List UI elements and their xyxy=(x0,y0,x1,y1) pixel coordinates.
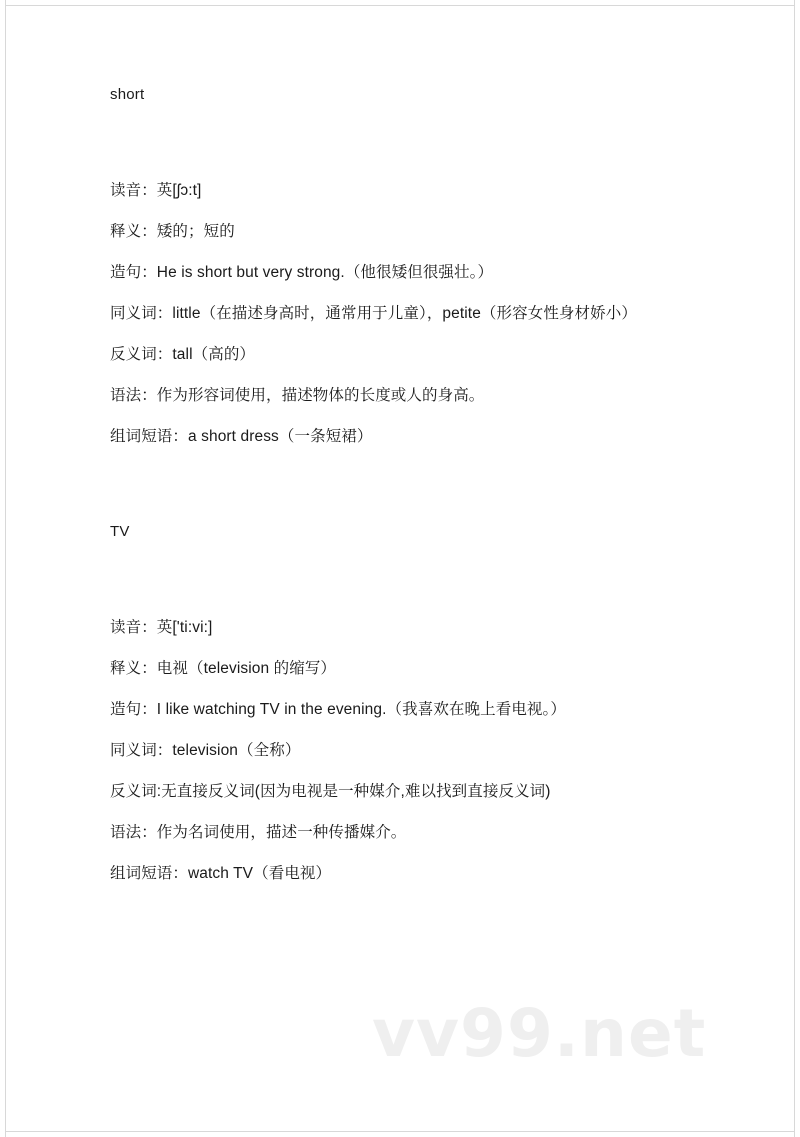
page-border-left xyxy=(5,0,6,1137)
entry-pronunciation: 读音：英[ʃɔ:t] xyxy=(110,182,202,199)
entry-pronunciation: 读音：英['ti:vi:] xyxy=(110,619,213,636)
document-content xyxy=(110,84,710,894)
entry-definition: 释义：矮的；短的 xyxy=(110,223,235,240)
page-border-bottom xyxy=(5,1131,795,1132)
entry-phrases: 组词短语：a short dress（一条短裙） xyxy=(110,428,373,445)
spacer xyxy=(110,543,710,607)
entry-definition: 释义：电视（television 的缩写） xyxy=(110,660,337,677)
entry-separator xyxy=(110,457,710,521)
spacer xyxy=(110,106,710,170)
entry-headword: short xyxy=(110,86,145,103)
entry-grammar: 语法：作为名词使用，描述一种传播媒介。 xyxy=(110,824,407,841)
entry-antonyms: 反义词:无直接反义词(因为电视是一种媒介,难以找到直接反义词) xyxy=(110,783,551,800)
entry-synonyms: 同义词：little（在描述身高时，通常用于儿童），petite（形容女性身材娇小） xyxy=(110,305,637,322)
page-border-right xyxy=(794,0,795,1137)
dictionary-entry xyxy=(110,521,710,894)
entry-example: 造句：He is short but very strong.（他很矮但很强壮。） xyxy=(110,264,494,281)
page-border-top xyxy=(5,5,795,6)
entry-headword: TV xyxy=(110,523,130,540)
entry-synonyms: 同义词：television（全称） xyxy=(110,742,301,759)
entry-grammar: 语法：作为形容词使用，描述物体的长度或人的身高。 xyxy=(110,387,485,404)
watermark: vv99.net xyxy=(372,995,707,1072)
dictionary-entry xyxy=(110,84,710,457)
entry-antonyms: 反义词：tall（高的） xyxy=(110,346,256,363)
entry-example: 造句：I like watching TV in the evening.（我喜欢在晚上看电视。） xyxy=(110,701,566,718)
entry-phrases: 组词短语：watch TV（看电视） xyxy=(110,865,332,882)
